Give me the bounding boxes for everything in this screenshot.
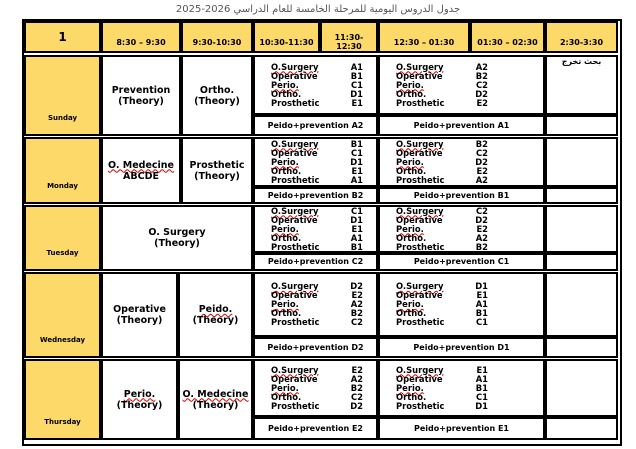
rotation-line [271, 318, 363, 327]
rotation-group: A1 [350, 61, 363, 72]
peido-prevention-label: Peido+prevention A2 [267, 120, 364, 130]
header-label: 01:30 – 02:30 [477, 37, 538, 47]
theory-note: (Theory) [116, 399, 163, 411]
rotation-group: C2 [476, 147, 488, 158]
theory-note: (Theory) [194, 95, 240, 107]
theory-subject: O. Surgery [148, 227, 206, 238]
rotation-group: E1 [476, 290, 488, 300]
header-label: 8:30 – 9:30 [116, 37, 166, 47]
theory-subject: Ortho. [199, 84, 235, 96]
extra-cell [545, 205, 618, 253]
rotation-group: D1 [350, 214, 363, 225]
rotation-group: C1 [476, 317, 488, 327]
rotation-subject: Perio. [271, 299, 299, 309]
day-name: Wednesday [39, 336, 86, 344]
rotation-group: E1 [476, 364, 488, 375]
rotation-subject: Perio. [396, 382, 424, 393]
rotation-group: C2 [351, 391, 363, 402]
rotation-group: A2 [475, 61, 488, 72]
rotation-subject: Perio. [271, 156, 299, 167]
day-cell [24, 272, 101, 358]
day-name: Tuesday [46, 249, 79, 257]
theory-cell [101, 272, 178, 358]
extra-label: بحث تخرج [561, 57, 602, 66]
rotation-group: B2 [475, 241, 488, 252]
theory-cell [181, 137, 253, 204]
peido-prevention-label: Peido+prevention A1 [413, 120, 510, 130]
rotation-group: B1 [350, 138, 363, 149]
extra-cell-empty [545, 417, 618, 440]
rotation-subject: Operative [271, 214, 318, 225]
extra-cell-empty [545, 253, 618, 271]
rotation-subject: Ortho. [271, 391, 302, 402]
extra-cell [545, 359, 618, 417]
rotation-group: D2 [475, 214, 488, 225]
peido-prevention-cell [253, 337, 378, 358]
rotation-subject: Ortho. [396, 165, 427, 176]
rotation-group: E2 [351, 364, 363, 375]
clinic-rotation-cell [378, 137, 545, 187]
rotation-group: A1 [475, 373, 488, 384]
rotation-subject: O.Surgery [396, 281, 444, 291]
peido-prevention-label: Peido+prevention E2 [268, 423, 363, 433]
header-label: 10:30-11:30 [259, 37, 314, 47]
rotation-group: D2 [475, 88, 488, 99]
clinic-rotation-cell [253, 137, 378, 187]
rotation-subject: Perio. [271, 223, 299, 234]
rotation-group: E2 [476, 97, 488, 108]
day-cell [24, 137, 101, 204]
rotation-group: D2 [475, 156, 488, 167]
rotation-line [271, 402, 363, 411]
rotation-subject: O.Surgery [271, 205, 319, 216]
rotation-group: B1 [475, 382, 488, 393]
rotation-subject: Perio. [396, 156, 424, 167]
extra-cell [545, 55, 618, 115]
rotation-group: D1 [475, 400, 488, 411]
extra-cell-empty [545, 115, 618, 136]
theory-note: (Theory) [116, 315, 163, 326]
header-label: 1 [58, 30, 67, 44]
rotation-group: B1 [350, 241, 363, 252]
rotation-subject: Operative [271, 147, 318, 158]
rotation-subject: O.Surgery [271, 138, 319, 149]
extra-cell-empty [545, 187, 618, 204]
theory-cell [101, 55, 181, 136]
header-label: 11:30-12:30 [334, 33, 364, 51]
theory-cell [101, 205, 253, 271]
rotation-line [396, 176, 488, 185]
rotation-subject: O.Surgery [396, 138, 444, 149]
rotation-subject: O.Surgery [396, 364, 444, 375]
rotation-subject: Prosthetic [396, 400, 445, 411]
peido-prevention-label: Peido+prevention E1 [414, 423, 509, 433]
rotation-group: B1 [350, 70, 363, 81]
rotation-group: D1 [350, 88, 363, 99]
rotation-subject: Prosthetic [271, 97, 320, 108]
clinic-rotation-cell [253, 272, 378, 337]
rotation-subject: Prosthetic [396, 317, 445, 327]
rotation-group: A2 [475, 232, 488, 243]
theory-subject: Peido. [198, 304, 233, 315]
rotation-subject: Prosthetic [271, 400, 320, 411]
rotation-group: E1 [351, 165, 363, 176]
rotation-group: E2 [351, 290, 363, 300]
rotation-subject: Perio. [271, 382, 299, 393]
theory-note: (Theory) [118, 95, 164, 107]
theory-subject: Perio. [123, 388, 156, 400]
header-label: 2:30-3:30 [559, 37, 604, 47]
rotation-subject: Ortho. [396, 391, 427, 402]
rotation-subject: O.Surgery [271, 281, 319, 291]
rotation-group: A1 [350, 232, 363, 243]
clinic-rotation-cell [378, 55, 545, 115]
rotation-subject: Operative [396, 214, 443, 225]
rotation-subject: Ortho. [396, 308, 427, 318]
rotation-subject: Ortho. [271, 88, 302, 99]
rotation-group: C2 [476, 205, 488, 216]
peido-prevention-cell [378, 115, 545, 136]
rotation-subject: Operative [396, 147, 443, 158]
day-cell [24, 55, 101, 136]
rotation-group: B2 [350, 382, 363, 393]
rotation-line [396, 99, 488, 108]
theory-note: (Theory) [192, 399, 239, 411]
rotation-subject: Perio. [396, 299, 424, 309]
header-label: 12:30 – 01:30 [393, 37, 455, 47]
peido-prevention-label: Peido+prevention D1 [413, 342, 510, 352]
rotation-subject: Ortho. [396, 88, 427, 99]
rotation-line [271, 243, 363, 252]
header-cell [101, 21, 181, 53]
rotation-subject: Operative [396, 70, 443, 81]
header-cell [181, 21, 253, 53]
rotation-line [396, 318, 488, 327]
rotation-group: A2 [350, 299, 363, 309]
theory-subject: O. Medecine [107, 159, 175, 171]
rotation-subject: Prosthetic [396, 174, 445, 185]
rotation-group: E2 [476, 165, 488, 176]
peido-prevention-label: Peido+prevention D2 [267, 342, 364, 352]
header-cell [545, 21, 618, 53]
peido-prevention-cell [378, 417, 545, 440]
rotation-subject: Prosthetic [396, 241, 445, 252]
clinic-rotation-cell [253, 359, 378, 417]
rotation-subject: Operative [271, 290, 318, 300]
rotation-line [271, 99, 363, 108]
theory-cell [101, 137, 181, 204]
peido-prevention-cell [378, 187, 545, 204]
rotation-subject: Prosthetic [396, 97, 445, 108]
rotation-group: D2 [350, 400, 363, 411]
rotation-subject: Ortho. [271, 232, 302, 243]
rotation-group: D1 [350, 156, 363, 167]
extra-cell [545, 272, 618, 337]
header-label: 9:30-10:30 [192, 37, 242, 47]
peido-prevention-cell [378, 253, 545, 271]
rotation-subject: O.Surgery [396, 61, 444, 72]
clinic-rotation-cell [378, 205, 545, 253]
theory-cell [101, 359, 178, 440]
rotation-subject: Operative [271, 70, 318, 81]
peido-prevention-label: Peido+prevention C2 [267, 257, 364, 266]
rotation-group: B1 [475, 308, 488, 318]
peido-prevention-cell [253, 115, 378, 136]
day-name: Sunday [47, 114, 78, 122]
clinic-rotation-cell [378, 359, 545, 417]
header-cell [24, 21, 101, 53]
peido-prevention-cell [253, 187, 378, 204]
schedule-title: جدول الدروس اليومية للمرحلة الخامسة للعام الدراسي 2026-2025 [175, 4, 461, 15]
theory-note: (Theory) [194, 170, 240, 182]
theory-note: (Theory) [154, 238, 200, 249]
rotation-group: C1 [351, 79, 363, 90]
rotation-group: B2 [475, 70, 488, 81]
rotation-group: B2 [350, 308, 363, 318]
rotation-subject: O.Surgery [271, 364, 319, 375]
rotation-group: C2 [351, 317, 363, 327]
rotation-line [396, 402, 488, 411]
rotation-group: E1 [351, 97, 363, 108]
rotation-group: B2 [475, 138, 488, 149]
peido-prevention-cell [378, 337, 545, 358]
rotation-subject: Ortho. [271, 165, 302, 176]
rotation-subject: Prosthetic [271, 241, 320, 252]
peido-prevention-cell [253, 417, 378, 440]
day-cell [24, 205, 101, 271]
theory-subject: Operative [113, 304, 166, 315]
rotation-line [271, 176, 363, 185]
peido-prevention-cell [253, 253, 378, 271]
rotation-subject: Ortho. [396, 232, 427, 243]
rotation-group: A2 [350, 373, 363, 384]
extra-cell [545, 137, 618, 187]
rotation-line [396, 243, 488, 252]
clinic-rotation-cell [253, 205, 378, 253]
extra-cell-empty [545, 337, 618, 358]
rotation-subject: Prosthetic [271, 317, 320, 327]
rotation-group: A1 [475, 299, 488, 309]
rotation-subject: Operative [396, 290, 443, 300]
rotation-subject: Ortho. [271, 308, 302, 318]
rotation-subject: Perio. [396, 79, 424, 90]
rotation-group: D1 [475, 281, 488, 291]
theory-cell [178, 359, 253, 440]
rotation-subject: Operative [396, 373, 443, 384]
rotation-group: C1 [476, 391, 488, 402]
rotation-subject: O.Surgery [396, 205, 444, 216]
rotation-group: D2 [350, 281, 363, 291]
theory-cell [181, 55, 253, 136]
theory-note: (Theory) [192, 315, 239, 326]
clinic-rotation-cell [378, 272, 545, 337]
day-name: Monday [47, 182, 78, 190]
peido-prevention-label: Peido+prevention C1 [413, 257, 510, 266]
header-cell [253, 21, 320, 53]
rotation-group: C2 [476, 79, 488, 90]
theory-cell [178, 272, 253, 358]
rotation-subject: O.Surgery [271, 61, 319, 72]
theory-subject: O. Medecine [182, 388, 249, 400]
rotation-group: A2 [475, 174, 488, 185]
theory-subject: Prosthetic [189, 159, 245, 171]
rotation-group: C1 [351, 147, 363, 158]
peido-prevention-label: Peido+prevention B2 [267, 190, 364, 200]
rotation-subject: Operative [271, 373, 318, 384]
peido-prevention-label: Peido+prevention B1 [413, 190, 510, 200]
theory-note: ABCDE [123, 170, 159, 182]
rotation-group: E1 [351, 223, 363, 234]
rotation-group: A1 [350, 174, 363, 185]
rotation-group: C1 [351, 205, 363, 216]
header-cell [470, 21, 545, 53]
clinic-rotation-cell [253, 55, 378, 115]
rotation-group: E2 [476, 223, 488, 234]
day-name: Thursday [44, 418, 81, 426]
rotation-subject: Perio. [396, 223, 424, 234]
day-cell [24, 359, 101, 440]
header-cell [320, 21, 378, 53]
rotation-subject: Prosthetic [271, 174, 320, 185]
theory-subject: Prevention [111, 84, 171, 96]
header-cell [378, 21, 470, 53]
rotation-subject: Perio. [271, 79, 299, 90]
